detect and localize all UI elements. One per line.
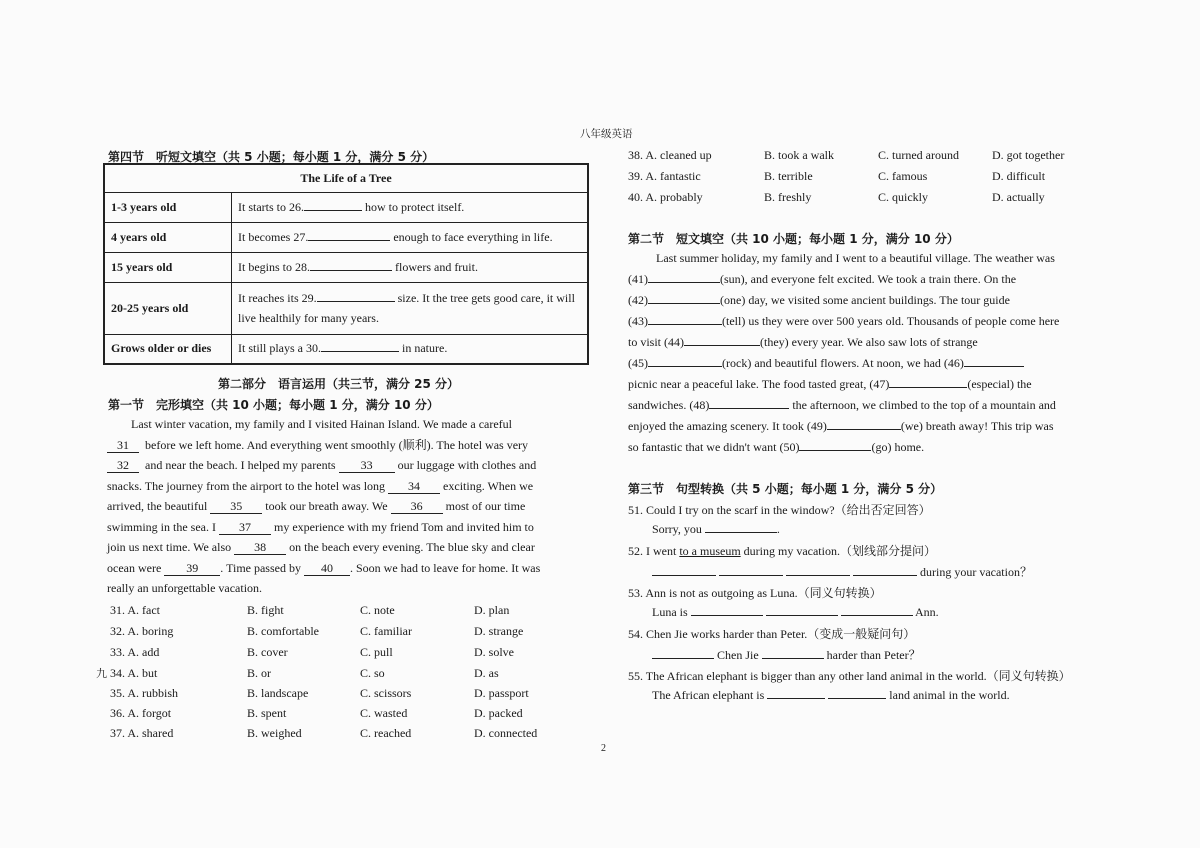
fill-passage: Last summer holiday, my family and I went to a beautiful village. The weather was (41) (sun), and everyone felt excited. We took a train there. On the (42) (one) day, we visited some ancient buildings. The tour guide (43) (tell) us they were over 500 years old. Thousands of people come here to visit (44) (they) every year. We also saw lots of strange (45) (rock) and beautiful flowers. At noon, we had (46) picnic near a peaceful lake. The food tasted great, (47) (especial) the sandwiches. (48) the afternoon, we climbed to the top of a mountain and enjoyed the amazing scenery. It took (49) (we) breath away! This trip was so fantastic that we didn't want (50) (go) home.	[628, 251, 1060, 454]
option-b[interactable]: B. landscape	[247, 686, 309, 700]
table-row-text: It still plays a 30. in nature.	[232, 334, 589, 364]
cloze-blank[interactable]: 38	[234, 541, 286, 555]
option-c[interactable]: C. so	[360, 666, 385, 680]
answer-blank[interactable]	[766, 615, 838, 616]
option-a[interactable]: 38. A. cleaned up	[628, 148, 712, 162]
answer-blank-30[interactable]	[321, 351, 399, 352]
question-55: 55. The African elephant is bigger than any other land animal in the world.（同义句转换）	[628, 669, 1071, 683]
answer-blank[interactable]	[767, 698, 825, 699]
question-54: 54. Chen Jie works harder than Peter.（变成一般疑问句）	[628, 627, 916, 641]
option-b[interactable]: B. fight	[247, 603, 284, 617]
section-heading-cloze: 第一节 完形填空（共 10 小题；每小题 1 分，满分 10 分）	[108, 398, 439, 412]
answer-blank[interactable]	[705, 532, 777, 533]
option-b[interactable]: B. comfortable	[247, 624, 319, 638]
cloze-blank[interactable]: 34	[388, 480, 440, 494]
part-heading: 第二部分 语言运用（共三节，满分 25 分）	[218, 377, 460, 391]
cloze-blank[interactable]: 39	[164, 562, 220, 576]
tree-life-table	[103, 163, 589, 365]
page-header: 八年级英语	[580, 128, 633, 140]
answer-blank-48[interactable]	[709, 408, 789, 409]
table-title: The Life of a Tree	[104, 164, 588, 192]
answer-line-53: Luna is Ann.	[652, 605, 939, 619]
option-a[interactable]: 31. A. fact	[110, 603, 160, 617]
option-c[interactable]: C. familiar	[360, 624, 412, 638]
answer-blank[interactable]	[762, 658, 824, 659]
option-b[interactable]: B. freshly	[764, 190, 812, 204]
option-b[interactable]: B. terrible	[764, 169, 813, 183]
option-a[interactable]: 35. A. rubbish	[110, 686, 179, 700]
option-a[interactable]: 34. A. but	[110, 666, 158, 680]
answer-blank-44[interactable]	[684, 345, 760, 346]
answer-blank[interactable]	[841, 615, 913, 616]
cloze-blank[interactable]: 31	[107, 439, 139, 453]
option-d[interactable]: D. plan	[474, 603, 510, 617]
table-row-text: It starts to 26. how to protect itself.	[232, 192, 589, 222]
option-a[interactable]: 36. A. forgot	[110, 706, 172, 720]
table-row-age: Grows older or dies	[104, 334, 232, 364]
answer-blank-41[interactable]	[648, 282, 720, 283]
section-heading-fill: 第二节 短文填空（共 10 小题；每小题 1 分，满分 10 分）	[628, 232, 959, 246]
section-heading-listening: 第四节 听短文填空（共 5 小题；每小题 1 分，满分 5 分）	[108, 150, 435, 164]
answer-blank-43[interactable]	[648, 324, 722, 325]
answer-blank-47[interactable]	[889, 387, 967, 388]
option-c[interactable]: C. wasted	[360, 706, 408, 720]
answer-blank[interactable]	[786, 575, 850, 576]
answer-blank-49[interactable]	[827, 429, 901, 430]
option-a[interactable]: 39. A. fantastic	[628, 169, 701, 183]
answer-blank-26[interactable]	[304, 210, 362, 211]
answer-line-52: during your vacation？	[652, 563, 1032, 580]
option-d[interactable]: D. difficult	[992, 169, 1046, 183]
cloze-blank[interactable]: 33	[339, 459, 395, 473]
answer-blank-28[interactable]	[310, 270, 392, 271]
option-a[interactable]: 37. A. shared	[110, 726, 174, 740]
option-a[interactable]: 32. A. boring	[110, 624, 174, 638]
answer-blank-50[interactable]	[799, 450, 871, 451]
question-53: 53. Ann is not as outgoing as Luna.（同义句转换）	[628, 586, 882, 600]
cloze-blank[interactable]: 37	[219, 521, 271, 535]
option-c[interactable]: C. famous	[878, 169, 928, 183]
option-c[interactable]: C. turned around	[878, 148, 959, 162]
option-b[interactable]: B. cover	[247, 645, 288, 659]
table-row-text: It begins to 28. flowers and fruit.	[232, 252, 589, 282]
cloze-blank[interactable]: 35	[210, 500, 262, 514]
answer-blank[interactable]	[853, 575, 917, 576]
option-d[interactable]: D. passport	[474, 686, 529, 700]
answer-blank[interactable]	[828, 698, 886, 699]
table-row-age: 20-25 years old	[104, 282, 232, 334]
answer-blank[interactable]	[652, 575, 716, 576]
answer-blank-27[interactable]	[308, 240, 390, 241]
option-d[interactable]: D. as	[474, 666, 499, 680]
option-d[interactable]: D. actually	[992, 190, 1045, 204]
cloze-blank[interactable]: 40	[304, 562, 350, 576]
option-a[interactable]: 40. A. probably	[628, 190, 703, 204]
option-d[interactable]: D. solve	[474, 645, 514, 659]
option-a[interactable]: 33. A. add	[110, 645, 160, 659]
answer-line-54: Chen Jie harder than Peter？	[652, 646, 921, 663]
page-number: 2	[601, 743, 606, 754]
section-heading-transform: 第三节 句型转换（共 5 小题；每小题 1 分，满分 5 分）	[628, 482, 943, 496]
answer-blank-45[interactable]	[648, 366, 722, 367]
answer-line-55: The African elephant is land animal in the world.	[652, 688, 1010, 702]
table-row-text: It reaches its 29. size. It the tree gets good care, it will live healthily for many years.	[232, 282, 589, 334]
answer-blank[interactable]	[691, 615, 763, 616]
option-d[interactable]: D. got together	[992, 148, 1065, 162]
option-b[interactable]: B. weighed	[247, 726, 302, 740]
question-52: 52. I went to a museum during my vacation.（划线部分提问）	[628, 544, 936, 558]
option-b[interactable]: B. or	[247, 666, 271, 680]
option-c[interactable]: C. reached	[360, 726, 412, 740]
table-row-age: 1-3 years old	[104, 192, 232, 222]
answer-blank-29[interactable]	[317, 301, 395, 302]
cloze-blank[interactable]: 36	[391, 500, 443, 514]
cloze-blank[interactable]: 32	[107, 459, 139, 473]
option-c[interactable]: C. scissors	[360, 686, 412, 700]
margin-mark: 九	[96, 668, 107, 680]
answer-blank-46[interactable]	[964, 366, 1024, 367]
answer-blank[interactable]	[652, 658, 714, 659]
option-d[interactable]: D. packed	[474, 706, 523, 720]
option-b[interactable]: B. took a walk	[764, 148, 834, 162]
table-row-text: It becomes 27. enough to face everything in life.	[232, 222, 589, 252]
answer-blank[interactable]	[719, 575, 783, 576]
option-d[interactable]: D. connected	[474, 726, 538, 740]
option-c[interactable]: C. pull	[360, 645, 393, 659]
option-c[interactable]: C. note	[360, 603, 395, 617]
option-b[interactable]: B. spent	[247, 706, 287, 720]
option-d[interactable]: D. strange	[474, 624, 524, 638]
table-row-age: 4 years old	[104, 222, 232, 252]
question-51: 51. Could I try on the scarf in the window?（给出否定回答）	[628, 503, 931, 517]
table-row-age: 15 years old	[104, 252, 232, 282]
answer-line-51: Sorry, you .	[652, 522, 780, 536]
option-c[interactable]: C. quickly	[878, 190, 928, 204]
answer-blank-42[interactable]	[648, 303, 720, 304]
cloze-passage: Last winter vacation, my family and I visited Hainan Island. We made a careful 31 before we left home. And everything went smoothly (顺利). The hotel was very 32 and near the beach. I helped my parents 33 our luggage with clothes and snacks. The journey from the airport to the hotel was long 34 exciting. When we arrived, the beautiful 35 took our breath away. We 36 most of our time swimming in the sea. I 37 my experience with my friend Tom and invited him to join us next time. We also 38 on the beach every evening. The blue sky and clear ocean were 39 . Time passed by 40 . Soon we had to leave for home. It was really an unforgettable vacation.	[107, 417, 541, 595]
